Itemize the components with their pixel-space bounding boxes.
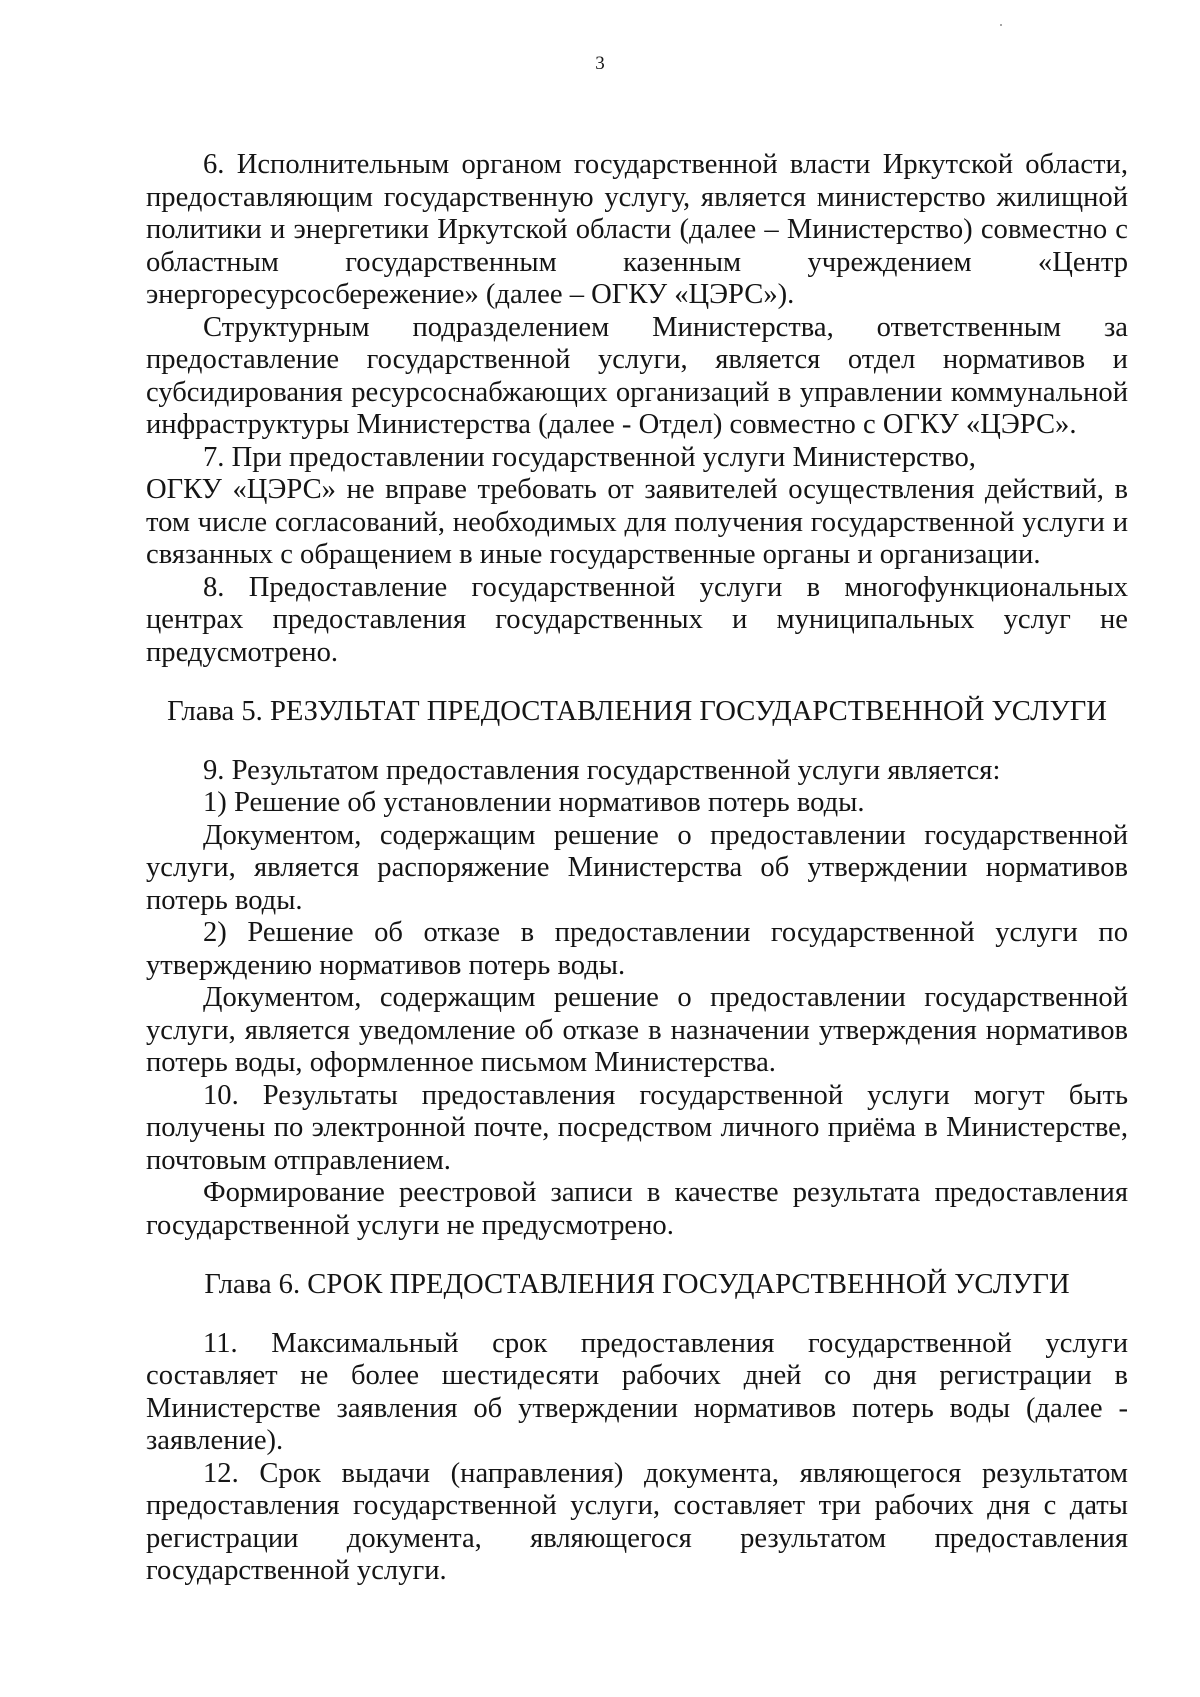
scan-speck [1000,24,1002,26]
paragraph-structural-unit: Структурным подразделением Министерства, ответственным за предоставление государственной услуги, является отдел нормативов и субсидирования ресурсоснабжающих организаций в управлении коммунальной инфраструктуры Министерства (далее - Отдел) совместно с ОГКУ «ЦЭРС». [146,311,1128,440]
paragraph-6: 6. Исполнительным органом государственной власти Иркутской области, предоставляющим государственную услугу, является министерство жилищной политики и энергетики Иркутской области (далее – Министерство) совместно с областным государственным казенным учреждением «Центр энергоресурсосбережение» (далее – ОГКУ «ЦЭРС»). [146,149,1128,310]
paragraph-9-item-2-document: Документом, содержащим решение о предоставлении государственной услуги, является уведомление об отказе в назначении утверждения нормативов потерь воды, оформленное письмом Министерства. [146,982,1128,1078]
document-body [146,149,1128,1588]
paragraph-7: 7. При предоставлении государственной услуги Министерство, [203,441,976,473]
page-number: 3 [595,53,605,74]
paragraph-9: 9. Результатом предоставления государственной услуги является: [203,754,1001,786]
paragraph-9-item-1: 1) Решение об установлении нормативов потерь воды. [203,787,865,818]
chapter-5-heading: Глава 5. РЕЗУЛЬТАТ ПРЕДОСТАВЛЕНИЯ ГОСУДАРСТВЕННОЙ УСЛУГИ [167,696,1107,727]
paragraph-9-item-1-document: Документом, содержащим решение о предоставлении государственной услуги, является распоряжение Министерства об утверждении нормативов потерь воды. [146,819,1128,916]
chapter-6-heading: Глава 6. СРОК ПРЕДОСТАВЛЕНИЯ ГОСУДАРСТВЕННОЙ УСЛУГИ [204,1269,1070,1300]
paragraph-7-continued: ОГКУ «ЦЭРС» не вправе требовать от заявителей осуществления действий, в том числе согласований, необходимых для получения государственной услуги и связанных с обращением в иные государственные органы и организации. [146,474,1128,570]
paragraph-8: 8. Предоставление государственной услуги в многофункциональных центрах предоставления государственных и муниципальных услуг не предусмотрено. [146,571,1128,668]
paragraph-10-registry: Формирование реестровой записи в качестве результата предоставления государственной услуги не предусмотрено. [146,1177,1128,1241]
spacer [146,1302,1128,1328]
spacer [146,1242,1128,1269]
paragraph-12: 12. Срок выдачи (направления) документа, являющегося результатом предоставления государственной услуги, составляет три рабочих дня с даты регистрации документа, являющегося результатом предоставления государственной услуги. [146,1457,1128,1586]
paragraph-10: 10. Результаты предоставления государственной услуги могут быть получены по электронной почте, посредством личного приёма в Министерстве, почтовым отправлением. [146,1079,1128,1176]
paragraph-11: 11. Максимальный срок предоставления государственной услуги составляет не более шестидесяти рабочих дней со дня регистрации в Министерстве заявления об утверждении нормативов потерь воды (далее - заявление). [146,1327,1128,1456]
paragraph-9-item-2: 2) Решение об отказе в предоставлении государственной услуги по утверждению нормативов потерь воды. [146,917,1128,981]
spacer [146,669,1128,696]
spacer [146,729,1128,755]
